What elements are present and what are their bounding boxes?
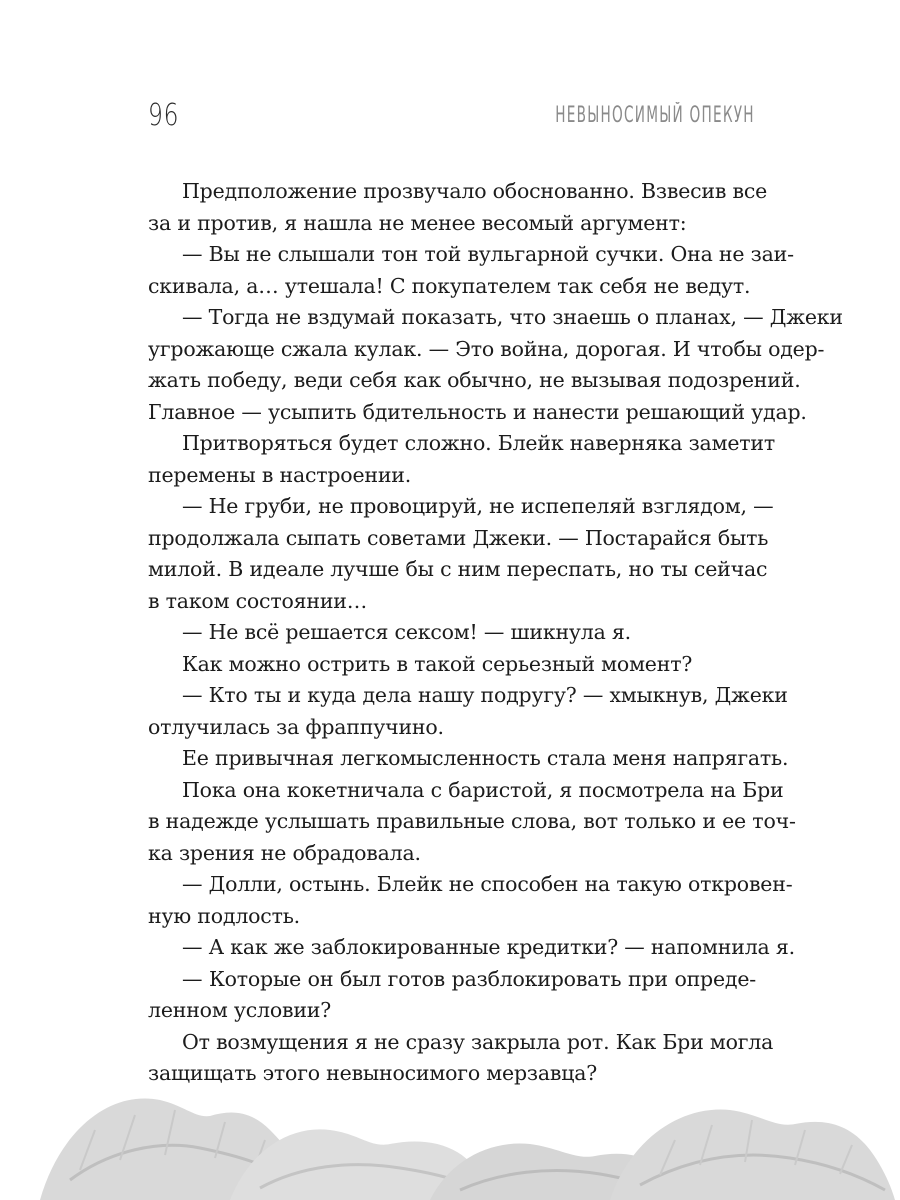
text-line: — Не груби, не провоцируй, не испепеляй взглядом, — — [182, 494, 774, 518]
text-line: От возмущения я не сразу закрыла рот. Как Бри могла — [182, 1029, 774, 1054]
text-line: в надежде услышать правильные слова, вот только и ее точ- — [148, 809, 796, 833]
text-line: жать победу, веди себя как обычно, не вызывая подозрений. — [148, 368, 801, 392]
text-line: Как можно острить в такой серьезный момент? — [182, 651, 693, 676]
text-line: ную подлость. — [148, 903, 300, 928]
text-line: милой. В идеале лучше бы с ним переспать, но ты сейчас — [148, 557, 768, 581]
text-line: скивала, а… утешала! С покупателем так себя не ведут. — [148, 273, 751, 298]
text-line: — Кто ты и куда дела нашу подругу? — хмыкнув, Джеки — [182, 683, 788, 707]
text-line: Пока она кокетничала с баристой, я посмотрела на Бри — [182, 777, 784, 802]
page-header — [148, 96, 755, 136]
text-line: — А как же заблокированные кредитки? — напомнила я. — [182, 935, 795, 959]
text-line: защищать этого невыносимого мерзавца? — [148, 1061, 598, 1085]
lips-print-4 — [610, 1110, 895, 1200]
text-line: Ее привычная легкомысленность стала меня напрягать. — [182, 746, 789, 770]
text-line: угрожающе сжала кулак. — Это война, дорогая. И чтобы одер- — [148, 336, 825, 361]
text-line: Предположение прозвучало обоснованно. Взвесив все — [182, 179, 768, 203]
text-line: перемены в настроении. — [148, 462, 412, 487]
text-line: — Вы не слышали тон той вульгарной сучки. Она не заи- — [182, 242, 794, 266]
text-line: — Долли, остынь. Блейк не способен на такую откровен- — [182, 872, 793, 896]
text-line: Притворяться будет сложно. Блейк наверняка заметит — [182, 431, 775, 455]
running-title: НЕВЫНОСИМЫЙ ОПЕКУН — [555, 103, 755, 128]
page-number: 96 — [148, 98, 180, 133]
text-line: ка зрения не обрадовала. — [148, 840, 421, 865]
text-line: ленном условии? — [148, 998, 332, 1022]
text-line: в таком состоянии… — [148, 588, 368, 613]
text-line: — Тогда не вздумай показать, что знаешь о планах, — Джеки — [182, 305, 843, 329]
text-line: Главное — усыпить бдительность и нанести решающий удар. — [148, 399, 807, 424]
text-line: — Которые он был готов разблокировать при опреде- — [182, 966, 756, 991]
lips-decoration — [0, 1070, 900, 1200]
text-line: за и против, я нашла не менее весомый аргумент: — [148, 210, 687, 235]
body-text — [148, 176, 843, 1090]
text-line: отлучилась за фраппучино. — [148, 714, 444, 739]
text-line: продолжала сыпать советами Джеки. — Постарайся быть — [148, 525, 769, 550]
text-line: — Не всё решается сексом! — шикнула я. — [182, 620, 631, 644]
